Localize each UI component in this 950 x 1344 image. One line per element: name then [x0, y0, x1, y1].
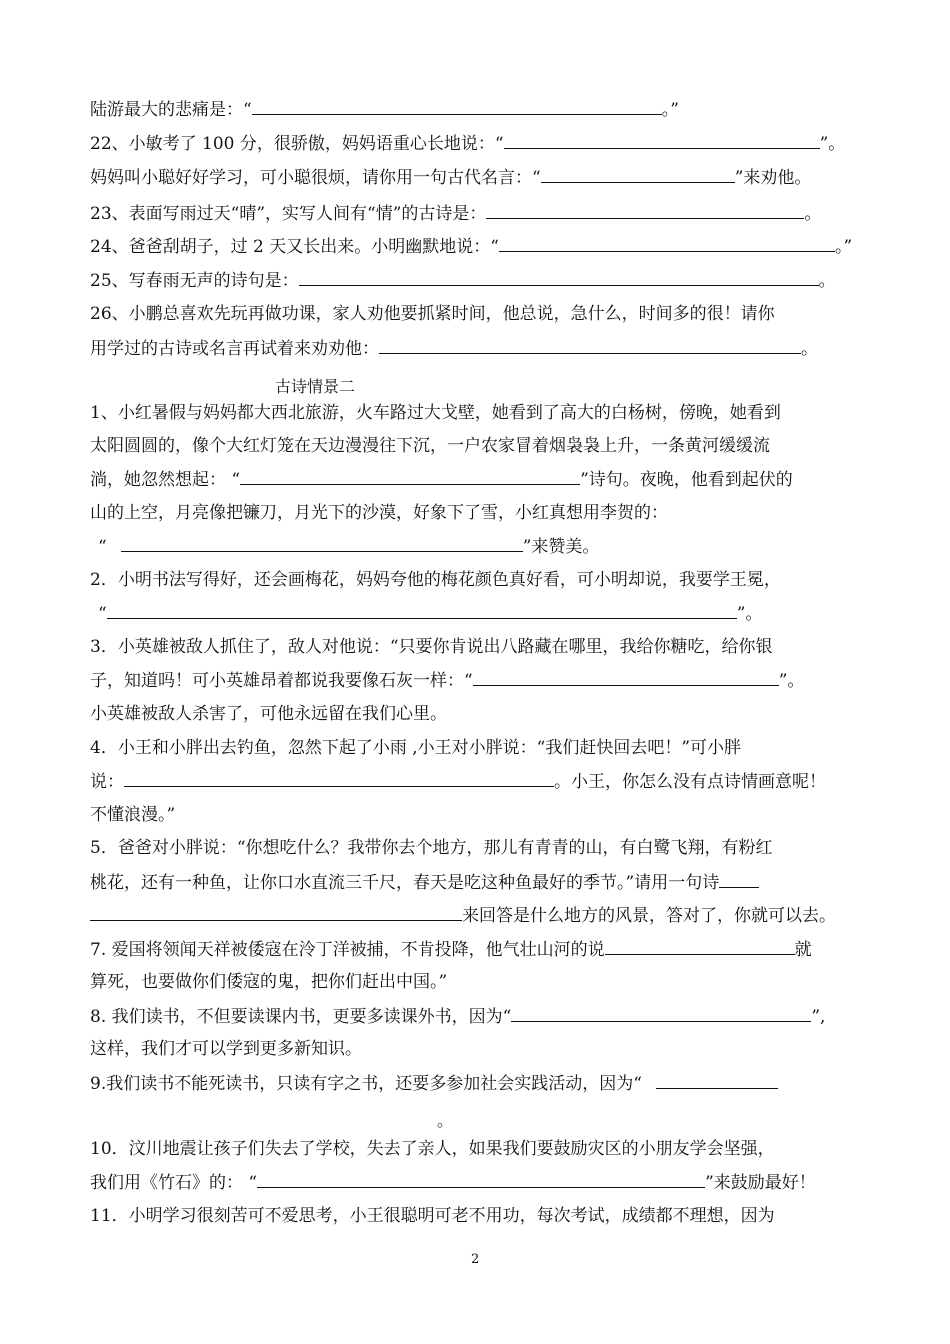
answer-blank[interactable]	[541, 167, 735, 183]
scenario-3: 3．小英雄被敌人抓住了，敌人对他说：“只要你肯说出八路藏在哪里，我给你糖吃，给你银	[90, 637, 773, 657]
line-28: 这样，我们才可以学到更多新知识。	[90, 1039, 362, 1059]
line-3: 妈妈叫小聪好好学习，可小聪很烦，请你用一句古代名言：“ ”来劝他。	[90, 168, 812, 188]
answer-blank[interactable]	[121, 536, 523, 552]
scenario-2: 2．小明书法写得好，还会画梅花，妈妈夸他的梅花颜色真好看，可小明却说，我要学王冕，	[90, 570, 781, 590]
answer-blank[interactable]	[257, 1172, 705, 1188]
section-title: 古诗情景二	[275, 377, 356, 396]
line-23: 桃花，还有一种鱼，让你口水直流三千尺，春天是吃这种鱼最好的季节。”请用一句诗	[90, 872, 759, 893]
line-18: 小英雄被敌人杀害了，可他永远留在我们心里。	[90, 704, 447, 724]
answer-blank[interactable]	[124, 771, 554, 787]
line-1: 陆游最大的悲痛是：“ 。”	[90, 100, 679, 120]
line-13: “ ”来赞美。	[98, 537, 600, 557]
answer-blank[interactable]	[90, 905, 462, 921]
question-23: 23、表面写雨过天“晴”，实写人间有“情”的古诗是： 。	[90, 204, 822, 224]
line-12: 山的上空，月亮像把镰刀，月光下的沙漠，好象下了雪，小红真想用李贺的：	[90, 503, 668, 523]
scenario-11: 11．小明学习很刻苦可不爱思考，小王很聪明可老不用功，每次考试，成绩都不理想，因为	[90, 1206, 775, 1226]
scenario-7: 7. 爱国将领闻天祥被倭寇在泠丁洋被捕，不肯投降，他气壮山河的说 就	[90, 940, 812, 960]
answer-blank[interactable]	[486, 203, 804, 219]
answer-blank[interactable]	[107, 603, 737, 619]
answer-blank[interactable]	[656, 1073, 778, 1089]
question-22: 22、小敏考了 100 分，很骄傲，妈妈语重心长地说：“ ”。	[90, 134, 846, 154]
answer-blank[interactable]	[605, 939, 795, 955]
scenario-9: 9.我们读书不能死读书，只读有字之书，还要多参加社会实践活动，因为“	[90, 1073, 778, 1094]
question-25: 25、写春雨无声的诗句是： 。	[90, 271, 836, 291]
line-11: 淌，她忽然想起： “ ”诗句。夜晚，他看到起伏的	[90, 470, 793, 490]
line-31: 我们用《竹石》的： “ ”来鼓励最好！	[90, 1173, 816, 1193]
end-dot: 。	[437, 1111, 454, 1130]
answer-blank[interactable]	[240, 469, 580, 485]
answer-blank[interactable]	[379, 338, 801, 354]
line-10: 太阳圆圆的，像个大红灯笼在天边漫漫往下沉，一户农家冒着烟袅袅上升，一条黄河缓缓流	[90, 436, 770, 456]
line-15: “ ”。	[98, 604, 763, 624]
scenario-4: 4．小王和小胖出去钓鱼，忽然下起了小雨 ,小王对小胖说：“我们赶快回去吧！”可小胖	[90, 738, 742, 758]
line-24: 来回答是什么地方的风景，答对了，你就可以去。	[90, 905, 836, 926]
scenario-8: 8. 我们读书，不但要读课内书，更要多读课外书，因为“ ”,	[90, 1007, 826, 1027]
answer-blank[interactable]	[473, 670, 779, 686]
scenario-5: 5．爸爸对小胖说：“你想吃什么？我带你去个地方，那儿有青青的山，有白鹭飞翔，有粉红	[90, 838, 773, 858]
scenario-1: 1、小红暑假与妈妈都大西北旅游，火车路过大戈壁，她看到了高大的白杨树，傍晚，她看到	[90, 403, 781, 423]
answer-blank[interactable]	[511, 1006, 811, 1022]
answer-blank[interactable]	[499, 236, 835, 252]
answer-blank[interactable]	[504, 133, 820, 149]
line-8: 用学过的古诗或名言再试着来劝劝他： 。	[90, 339, 818, 359]
line-26: 算死，也要做你们倭寇的鬼，把你们赶出中国。”	[90, 972, 448, 992]
answer-blank[interactable]	[252, 99, 662, 115]
answer-blank[interactable]	[719, 872, 759, 888]
line-20: 说： 。小王，你怎么没有点诗情画意呢！	[90, 772, 826, 792]
line-17: 子，知道吗！可小英雄昂着都说我要像石灰一样：“ ”。	[90, 671, 805, 691]
page-number: 2	[471, 1252, 480, 1267]
answer-blank[interactable]	[299, 270, 819, 286]
line-21: 不懂浪漫。”	[90, 805, 176, 825]
scenario-10: 10．汶川地震让孩子们失去了学校，失去了亲人，如果我们要鼓励灾区的小朋友学会坚强，	[90, 1139, 775, 1159]
question-24: 24、爸爸刮胡子，过 2 天又长出来。小明幽默地说：“ 。”	[90, 237, 853, 257]
question-26: 26、小鹏总喜欢先玩再做功课，家人劝他要抓紧时间，他总说，急什么，时间多的很！请你	[90, 304, 775, 324]
